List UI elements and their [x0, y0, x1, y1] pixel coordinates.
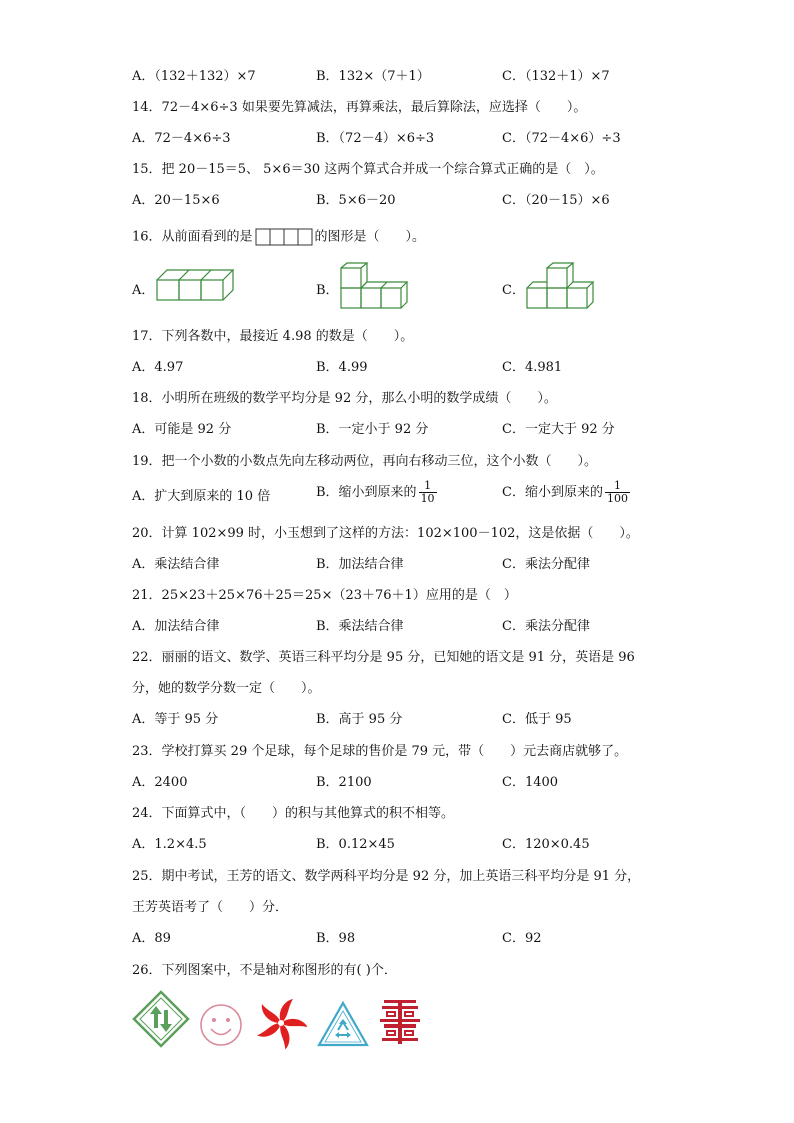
q25-text-line1: 25．期中考试，王芳的语文、数学两科平均分是 92 分，加上英语三科平均分是 91 分，: [132, 869, 641, 884]
q16-option-b[interactable]: B．: [316, 283, 339, 298]
q20-option-c[interactable]: C．乘法分配律: [502, 557, 590, 572]
q18-text: 18．小明所在班级的数学平均分是 92 分，那么小明的数学成绩（ ）。: [132, 391, 557, 406]
q16-text-before: 16．从前面看到的是: [132, 229, 253, 245]
q25-option-c[interactable]: C．92: [502, 931, 542, 946]
q13-option-a[interactable]: A．（132＋132）×7: [132, 69, 256, 84]
q22-text-line2: 分，她的数学分数一定（ ）。: [132, 681, 321, 696]
q22-option-c[interactable]: C．低于 95: [502, 712, 572, 727]
q17-text: 17．下列各数中，最接近 4.98 的数是（ ）。: [132, 329, 414, 344]
q24-text: 24．下面算式中，（ ）的积与其他算式的积不相等。: [132, 806, 455, 821]
q19-text: 19．把一个小数的小数点先向左移动两位，再向右移动三位，这个小数（ ）。: [132, 454, 598, 469]
double-happiness-icon: [378, 998, 422, 1048]
q16-option-c-cubes: [525, 262, 597, 312]
front-view-squares-icon: [255, 228, 313, 246]
q17-option-a[interactable]: A．4.97: [132, 360, 184, 375]
q19-option-a[interactable]: A．扩大到原来的 10 倍: [132, 489, 271, 504]
q22-option-b[interactable]: B．高于 95 分: [316, 712, 403, 727]
q21-text: 21．25×23＋25×76＋25＝25×（23＋76＋1）应用的是（ ）: [132, 588, 517, 603]
q16-option-a-cubes: [155, 268, 235, 302]
q23-text: 23．学校打算买 29 个足球，每个足球的售价是 79 元，带（ ）元去商店就够了。: [132, 744, 628, 759]
q17-option-c[interactable]: C．4.981: [502, 360, 563, 375]
diamond-arrows-icon: [132, 990, 190, 1048]
q13-option-c[interactable]: C．（132＋1）×7: [502, 69, 610, 84]
q22-option-a[interactable]: A．等于 95 分: [132, 712, 219, 727]
q19-option-c-label: C．缩小到原来的: [502, 485, 603, 500]
q23-option-c[interactable]: C．1400: [502, 775, 559, 790]
q18-option-c[interactable]: C．一定大于 92 分: [502, 422, 615, 437]
q15-text: 15．把 20－15＝5、 5×6＝30 这两个算式合并成一个综合算式正确的是（ ）。: [132, 162, 604, 177]
q14-option-a[interactable]: A．72－4×6÷3: [132, 131, 231, 146]
q26-text: 26．下列图案中，不是轴对称图形的有( )个．: [132, 963, 397, 978]
q22-text-line1: 22．丽丽的语文、数学、英语三科平均分是 95 分，已知她的语文是 91 分，英语是 96: [132, 650, 635, 665]
q25-option-a[interactable]: A．89: [132, 931, 171, 946]
q19-option-b-label: B．缩小到原来的: [316, 485, 417, 500]
q21-option-b[interactable]: B．乘法结合律: [316, 619, 404, 634]
q18-option-a[interactable]: A．可能是 92 分: [132, 422, 232, 437]
q17-option-b[interactable]: B．4.99: [316, 360, 368, 375]
q19-option-b[interactable]: [316, 480, 437, 505]
q24-option-b[interactable]: B．0.12×45: [316, 837, 395, 852]
q14-option-c[interactable]: C．（72－4×6）÷3: [502, 131, 621, 146]
q24-option-a[interactable]: A．1.2×4.5: [132, 837, 207, 852]
q13-option-b[interactable]: B．132×（7＋1）: [316, 69, 430, 84]
q20-option-b[interactable]: B．加法结合律: [316, 557, 404, 572]
q20-option-a[interactable]: A．乘法结合律: [132, 557, 220, 572]
q23-option-a[interactable]: A．2400: [132, 775, 188, 790]
q16-option-a[interactable]: A．: [132, 283, 155, 298]
q25-option-b[interactable]: B．98: [316, 931, 356, 946]
q18-option-b[interactable]: B．一定小于 92 分: [316, 422, 429, 437]
q15-option-a[interactable]: A．20－15×6: [132, 193, 220, 208]
q16-text-after: 的图形是（ ）。: [314, 229, 426, 245]
q21-option-a[interactable]: A．加法结合律: [132, 619, 220, 634]
q21-option-c[interactable]: C．乘法分配律: [502, 619, 590, 634]
q23-option-b[interactable]: B．2100: [316, 775, 372, 790]
q19-option-c[interactable]: [502, 480, 630, 505]
q16-text: [132, 228, 425, 247]
q25-text-line2: 王芳英语考了（ ）分．: [132, 900, 289, 915]
q19-option-b-fraction: $\frac{1}{10}$: [420, 479, 435, 505]
recycle-triangle-icon: [316, 1000, 370, 1048]
q16-option-c[interactable]: C．: [502, 283, 525, 298]
smiley-face-icon: [198, 1002, 244, 1048]
q15-option-c[interactable]: C．（20－15）×6: [502, 193, 610, 208]
q16-option-b-cubes: [339, 262, 411, 312]
q14-option-b[interactable]: B．（72－4）×6÷3: [316, 131, 435, 146]
pinwheel-icon: [254, 996, 308, 1050]
q15-option-b[interactable]: B．5×6－20: [316, 193, 396, 208]
q24-option-c[interactable]: C．120×0.45: [502, 837, 590, 852]
q19-option-c-fraction: $\frac{1}{100}$: [606, 479, 628, 505]
q20-text: 20．计算 102×99 时，小玉想到了这样的方法：102×100－102，这是依据（ ）。: [132, 526, 639, 541]
q14-text: 14．72－4×6÷3 如果要先算减法，再算乘法，最后算除法，应选择（ ）。: [132, 100, 587, 115]
